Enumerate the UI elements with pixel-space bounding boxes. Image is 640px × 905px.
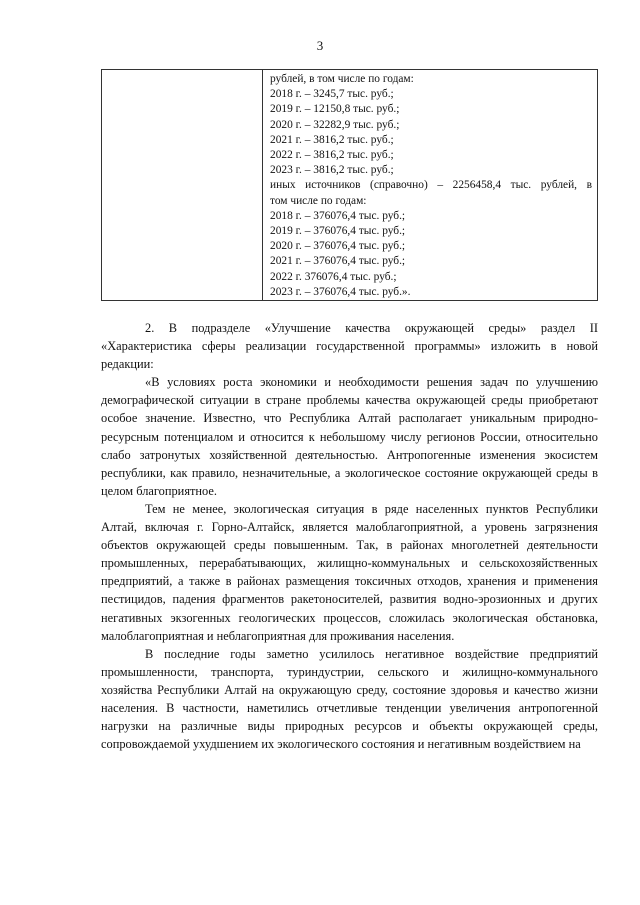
funding-line: 2022 г. 376076,4 тыс. руб.; bbox=[270, 270, 397, 283]
funding-line: 2018 г. – 376076,4 тыс. руб.; bbox=[270, 209, 406, 222]
table-right-cell bbox=[263, 70, 597, 300]
funding-table bbox=[101, 69, 598, 301]
paragraph: В последние годы заметно усилилось негативное воздействие предприятий промышленности, транспорта, туриндустрии, сельского и жилищно-коммунального хозяйства Республики Алтай на окружающую среду, состояние здоровья и качество жизни населения. В частности, наметились отчетливые тенденции увеличения антропогенной нагрузки на различные виды природных ресурсов и объекты окружающей среды, сопровождаемой ухудшением их экологического состояния и негативным воздействием на bbox=[101, 646, 598, 752]
funding-line: 2022 г. – 3816,2 тыс. руб.; bbox=[270, 149, 394, 162]
funding-line: 2020 г. – 376076,4 тыс. руб.; bbox=[270, 240, 406, 253]
funding-line: 2018 г. – 3245,7 тыс. руб.; bbox=[270, 88, 394, 101]
funding-line: иных источников (справочно) – 2256458,4 тыс. рублей, в bbox=[270, 179, 592, 192]
funding-line: 2019 г. – 376076,4 тыс. руб.; bbox=[270, 225, 406, 238]
paragraph: «В условиях роста экономики и необходимости решения задач по улучшению демографической ситуации в стране проблемы качества окружающей среды приобретают особое значение. Известно, что Республика Алтай располагает уникальным природно-ресурсным потенциалом и относится к небольшому числу регионов России, относительно слабо затронутых хозяйственной деятельностью. Антропогенные изменения экосистем республики, как правило, незначительные, а экологическое состояние окружающей среды в целом благоприятное. bbox=[101, 375, 598, 498]
funding-line: 2019 г. – 12150,8 тыс. руб.; bbox=[270, 103, 400, 116]
funding-line: рублей, в том числе по годам: bbox=[270, 73, 414, 85]
paragraph: Тем не менее, экологическая ситуация в ряде населенных пунктов Республики Алтай, включая г. Горно-Алтайск, является малоблагоприятной, а уровень загрязнения объектов окружающей среды повышенным. Так, в районах многолетней деятельности промышленных, перерабатывающих, жилищно-коммунальных и сельскохозяйственных предприятий, а также в районах размещения токсичных отходов, хранения и применения пестицидов, падения фрагментов ракетоносителей, развития водно-эрозионных и других негативных экзогенных геологических процессов, сложилась экологическая обстановка, малоблагоприятная и неблагоприятная для проживания населения. bbox=[101, 501, 598, 643]
funding-line: 2021 г. – 376076,4 тыс. руб.; bbox=[270, 255, 406, 268]
document-body bbox=[101, 319, 598, 753]
paragraph: 2. В подразделе «Улучшение качества окружающей среды» раздел II «Характеристика сферы реализации государственной программы» изложить в новой редакции: bbox=[101, 321, 598, 372]
page-number: 3 bbox=[316, 38, 324, 53]
funding-line: 2021 г. – 3816,2 тыс. руб.; bbox=[270, 133, 394, 146]
funding-line: 2020 г. – 32282,9 тыс. руб.; bbox=[270, 118, 400, 131]
funding-line: том числе по годам: bbox=[270, 194, 367, 207]
funding-line: 2023 г. – 376076,4 тыс. руб.». bbox=[270, 285, 411, 298]
funding-line: 2023 г. – 3816,2 тыс. руб.; bbox=[270, 164, 394, 177]
table-left-cell bbox=[102, 70, 263, 300]
